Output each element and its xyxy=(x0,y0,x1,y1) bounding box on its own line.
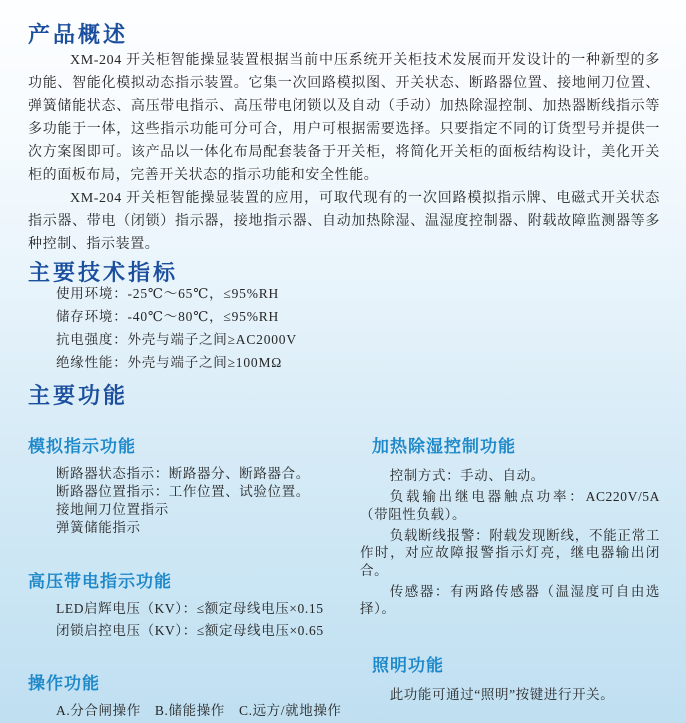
group-analog-indication-title: 模拟指示功能 xyxy=(28,437,136,456)
lighting-item-switch: 此功能可通过“照明”按键进行开关。 xyxy=(389,686,615,702)
hv-item-led-voltage: LED启辉电压（KV）：≤额定母线电压×0.15 xyxy=(56,601,324,616)
section-main-functions xyxy=(28,379,660,722)
functions-heading: 主要功能 xyxy=(28,383,129,408)
group-heating-dehumidify xyxy=(360,432,660,618)
overview-paragraph-1: XM-204 开关柜智能操显装置根据当前中压系统开关柜技术发展而开发设计的一种新型的多功能、智能化模拟动态指示装置。它集一次回路模拟图、开关状态、断路器位置、接地闸刀位置、弹簧储能状态、高压带电指示、高压带电闭锁以及自动（手动）加热除湿控制、加热器断线指示等多功能于一体，这些指示功能可分可合，用户可根据需要选择。只要指定不同的订货型号并提供一次方案图即可。该产品以一体化布局配套装备于开关柜，将简化开关柜的面板结构设计，美化开关柜的面板布局，完善开关状态的指示功能和安全性能。 xyxy=(28,53,660,183)
functions-column-left xyxy=(28,432,360,722)
spec-item-insulation: 绝缘性能：外壳与端子之间≥100MΩ xyxy=(56,355,283,370)
heating-item-line-break-alarm: 负载断线报警：附载发现断线，不能正常工作时，对应故障报警指示灯亮，继电器输出闭合。 xyxy=(360,527,660,578)
heating-item-sensors: 传感器：有两路传感器（温湿度可自由选择）。 xyxy=(360,583,660,616)
group-lighting xyxy=(360,651,660,704)
analog-item-breaker-state: 断路器状态指示：断路器分、断路器合。 xyxy=(56,466,310,481)
overview-paragraph-2: XM-204 开关柜智能操显装置的应用，可取代现有的一次回路模拟指示牌、电磁式开关状态指示器、带电（闭锁）指示器，接地指示器、自动加热除湿、温湿度控制器、附载故障监测器等多种控制、指示装置。 xyxy=(28,191,660,252)
heating-item-relay-power: 负载输出继电器触点功率：AC220V/5A（带阻性负载）。 xyxy=(360,489,660,522)
section-product-overview xyxy=(28,18,660,256)
group-heating-dehumidify-title: 加热除湿控制功能 xyxy=(372,437,516,456)
group-hv-live-indication xyxy=(28,567,360,638)
group-analog-indication xyxy=(28,432,360,535)
group-operation xyxy=(28,669,360,718)
section-technical-specs xyxy=(28,256,660,370)
heating-item-control-mode: 控制方式：手动、自动。 xyxy=(389,468,545,483)
group-hv-live-indication-title: 高压带电指示功能 xyxy=(28,572,172,591)
spec-item-dielectric-strength: 抗电强度：外壳与端子之间≥AC2000V xyxy=(56,332,297,347)
operation-item-modes: A.分合闸操作 B.储能操作 C.远方/就地操作 xyxy=(56,703,342,718)
group-lighting-title: 照明功能 xyxy=(372,655,444,675)
spec-list xyxy=(28,287,660,370)
specs-heading: 主要技术指标 xyxy=(28,260,179,285)
hv-item-lock-voltage: 闭锁启控电压（KV）：≤额定母线电压×0.65 xyxy=(56,623,324,638)
functions-column-right xyxy=(360,432,660,722)
functions-columns xyxy=(28,432,660,722)
overview-heading: 产品概述 xyxy=(28,22,129,47)
spec-item-storage-env: 储存环境：-40℃～80℃，≤95%RH xyxy=(56,309,280,324)
analog-item-breaker-position: 断路器位置指示：工作位置、试验位置。 xyxy=(56,484,310,499)
group-operation-title: 操作功能 xyxy=(28,674,100,693)
spec-item-operating-env: 使用环境：-25℃～65℃，≤95%RH xyxy=(56,286,280,301)
analog-item-earth-switch: 接地闸刀位置指示 xyxy=(56,502,169,517)
analog-item-spring-energy: 弹簧储能指示 xyxy=(56,520,141,535)
